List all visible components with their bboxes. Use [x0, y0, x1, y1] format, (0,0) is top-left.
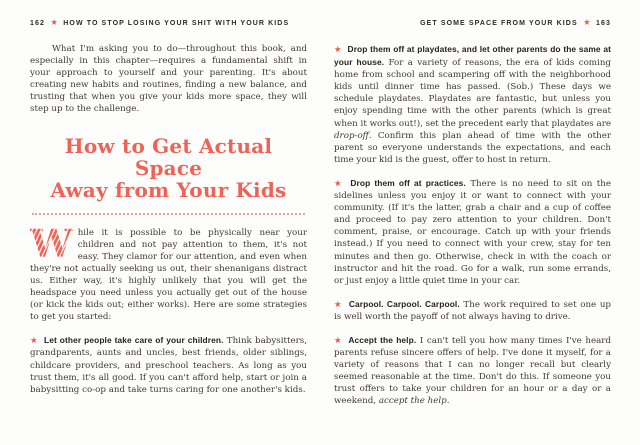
bullet-text: I can't tell you how many times I've heard parents refuse sincere offers of help. I've done it myself, for a variety of reasons that I can no longer recall but clearly seemed reasonable at the time. Don't do this. If someone you trust offers to take your children for an hour or a day or a weekend,: [334, 335, 612, 407]
page-right: [320, 0, 640, 445]
bullet-lead: Drop them off at practices.: [346, 177, 466, 188]
bullet-item: [334, 334, 611, 408]
bullet-list-left: [30, 334, 307, 395]
bullet-text: Think babysitters, grandparents, aunts and uncles, best friends, older siblings, childcare providers, and preschool teachers. As long as you trust them, it's all good. If you can't afford help, start or join a babysitting co-op and take turns caring for one another's kids.: [30, 336, 307, 395]
bullet-text-italic: accept the help: [378, 396, 447, 407]
bullet-text-italic: drop-off: [334, 130, 369, 141]
star-bullet-icon: ★: [334, 335, 343, 346]
star-bullet-icon: ★: [334, 178, 344, 189]
bullet-item: [334, 177, 611, 287]
dotted-rule: [32, 213, 305, 215]
opening-text: hile it is possible to be physically near your children and not pay attention to them, it's not easy. They clamor for our attention, and even when they're not actually seeking us out, their shenanigans distract us. Either way, it's highly unlikely that you will get the headspace you need unless you actually get out of the house (or kick the kids out; either works). Here are some strategies to get you started:: [30, 227, 307, 323]
bullet-text: For a variety of reasons, the era of kids coming home from school and scampering off with the neighborhood kids until dinner time has passed. (Sob.) These days we schedule playdates. Playdates are fantastic, but unless you enjoy spending time with the other parents (which is great when it works out!), set the precedent early that playdates are: [334, 58, 611, 129]
star-bullet-icon: ★: [334, 45, 342, 55]
bullet-text: The work required to set one up is well worth the payoff of not always having to drive.: [334, 299, 611, 322]
page-number-left: 162: [30, 19, 45, 27]
star-icon: ★: [583, 19, 591, 27]
bullet-lead: Drop them off at playdates, and let other parents do the same at your house.: [334, 44, 611, 68]
bullet-lead: Accept the help.: [345, 334, 417, 345]
chapter-title: How to Get Actual Space Away from Your Kids: [50, 133, 287, 202]
bullet-text: . Confirm this plan ahead of time with the other parent so everyone understands the expectations, and each time your kid is the guest, offer to host in return.: [334, 130, 611, 165]
running-head-right: [334, 19, 611, 27]
star-icon: ★: [50, 19, 58, 27]
dropcap-letter: W: [30, 227, 78, 259]
bullet-lead: Carpool. Carpool. Carpool.: [345, 298, 460, 309]
running-head-title-left: HOW TO STOP LOSING YOUR SHIT WITH YOUR KIDS: [63, 19, 290, 27]
star-bullet-icon: ★: [30, 336, 39, 347]
bullet-text: .: [446, 396, 450, 407]
bullet-list-right: [334, 43, 611, 408]
intro-paragraph: What I'm asking you to do—throughout this book, and especially in this chapter—requires a fundamental shift in your approach to yourself and your parenting. It's about creating new habits and routines, finding a new balance, and trusting that when you give your kids more space, they will step up to the challenge.: [30, 44, 307, 115]
bullet-text: There is no need to sit on the sidelines unless you enjoy it or want to connect with your community. (If it's the latter, grab a chair and a cup of coffee and proceed to pay zero attention to your children. Don't comment, praise, or encourage. Catch up with your friends instead.) If you need to connect with your crew, stay for ten minutes and then go. Otherwise, check in with the coach or instructor and hit the road. Go for a walk, run some errands, or just enjoy a little quiet time in your car.: [334, 178, 612, 286]
running-head-title-right: GET SOME SPACE FROM YOUR KIDS: [420, 19, 578, 27]
page-number-right: 163: [596, 19, 611, 27]
bullet-item: [30, 334, 307, 395]
bullet-item: [334, 298, 611, 323]
star-bullet-icon: ★: [334, 299, 343, 310]
opening-paragraph: [30, 220, 307, 324]
bullet-item: [334, 43, 611, 166]
bullet-lead: Let other people take care of your children.: [41, 335, 224, 346]
running-head-left: [30, 19, 307, 27]
